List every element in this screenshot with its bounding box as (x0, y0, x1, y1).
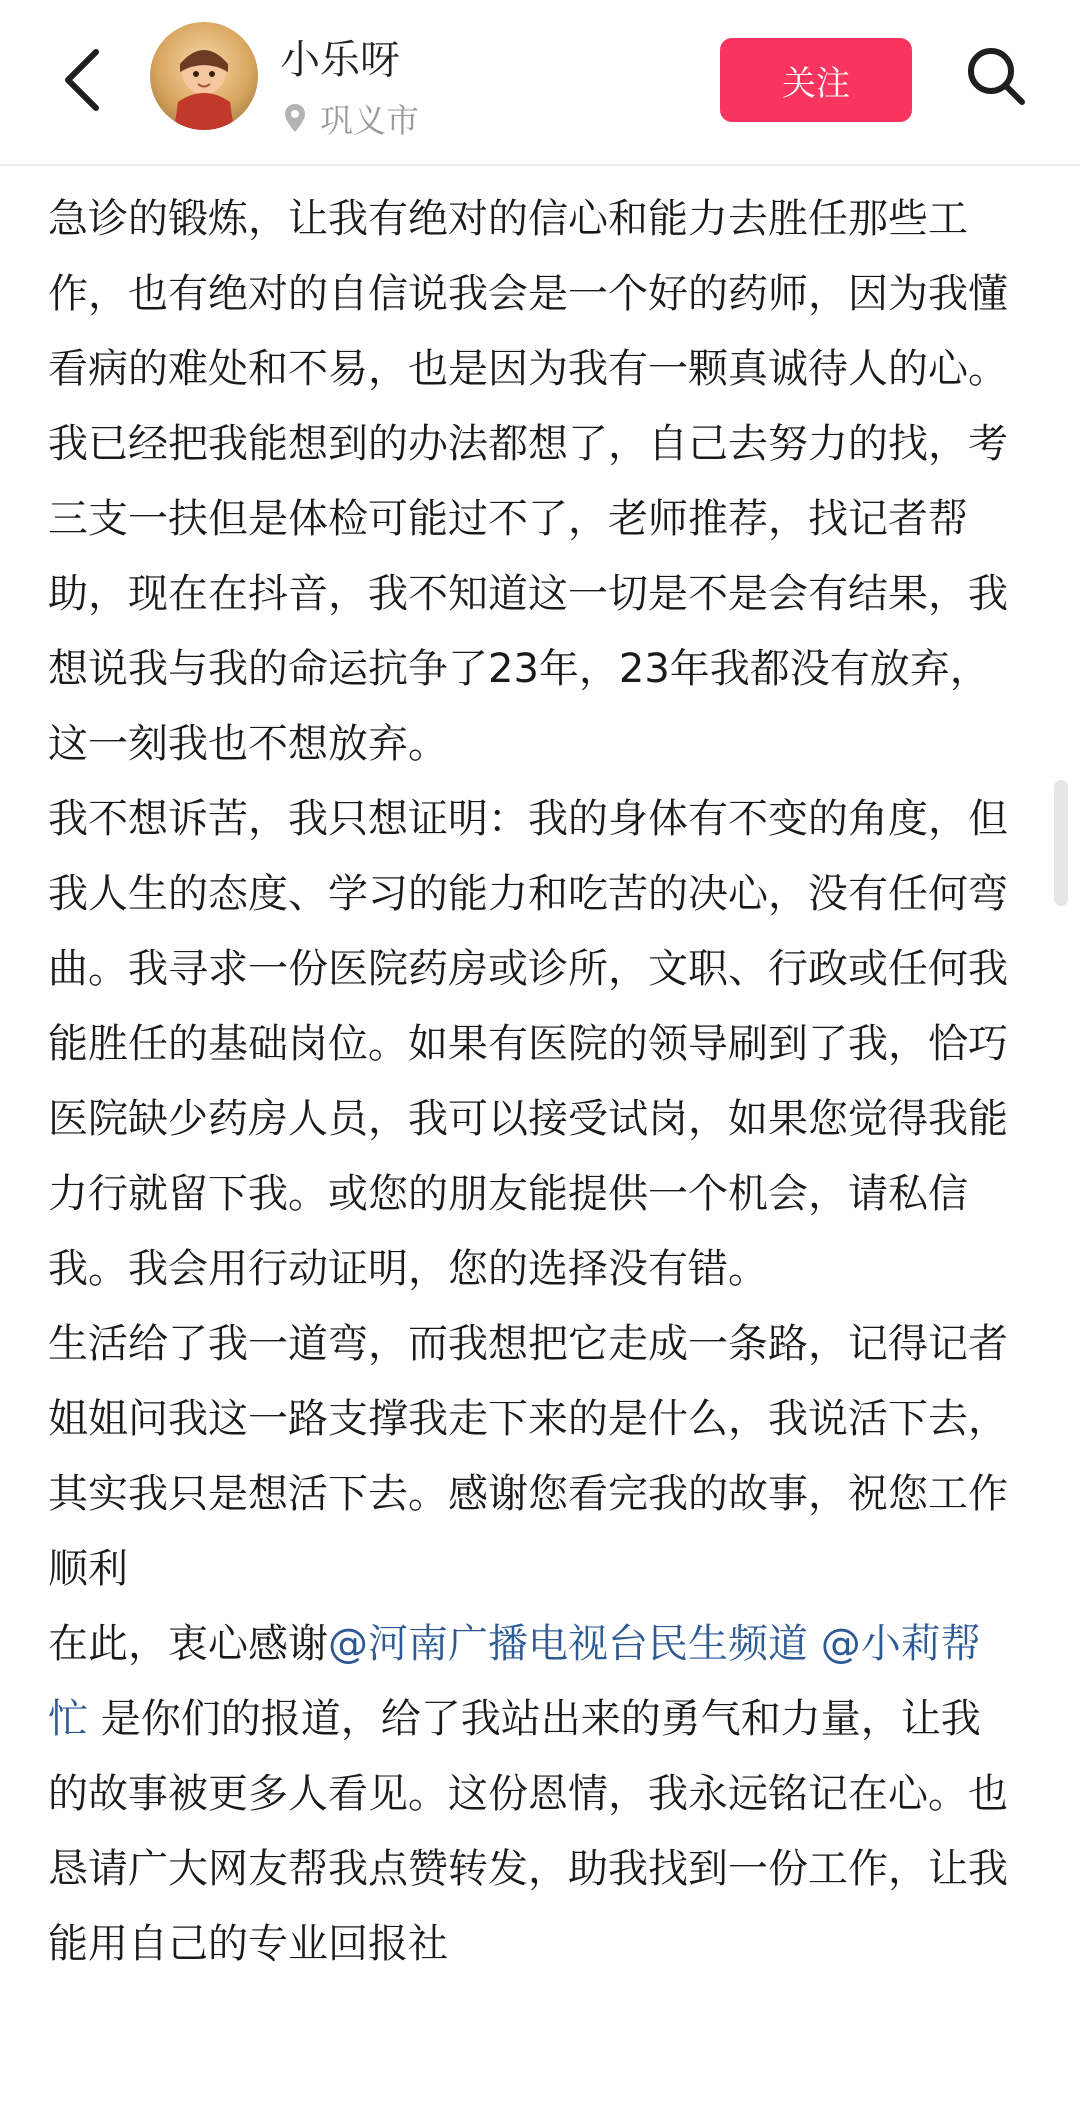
mention-link-xiaoli[interactable]: @小莉帮忙 (48, 1621, 981, 1742)
avatar-illustration (150, 22, 258, 130)
thanks-prefix: 在此，衷心感谢 (48, 1621, 328, 1667)
post-body (48, 182, 1008, 1982)
post-paragraph-2: 我已经把我能想到的办法都想了，自己去努力的找，考三支一扶但是体检可能过不了，老师推荐，找记者帮助，现在在抖音，我不知道这一切是不是会有结果，我想说我与我的命运抗争了23年，23年我都没有放弃，这一刻我也不想放弃。 (48, 421, 1008, 767)
search-button[interactable] (960, 40, 1032, 112)
username[interactable]: 小乐呀 (280, 37, 400, 83)
post-paragraph-4: 生活给了我一道弯，而我想把它走成一条路，记得记者姐姐问我这一路支撑我走下来的是什么，我说活下去，其实我只是想活下去。感谢您看完我的故事，祝您工作顺利 (48, 1321, 1008, 1592)
post-paragraph-5 (48, 1607, 1008, 1982)
location-label: 巩义市 (320, 100, 419, 140)
follow-button[interactable]: 关注 (720, 38, 912, 122)
location-row (284, 96, 419, 140)
location-pin-icon (284, 103, 306, 133)
post-paragraph-3: 我不想诉苦，我只想证明：我的身体有不变的角度，但我人生的态度、学习的能力和吃苦的决心，没有任何弯曲。我寻求一份医院药房或诊所，文职、行政或任何我能胜任的基础岗位。如果有医院的领导刷到了我，恰巧医院缺少药房人员，我可以接受试岗，如果您觉得我能力行就留下我。或您的朋友能提供一个机会，请私信我。我会用行动证明，您的选择没有错。 (48, 796, 1008, 1292)
chevron-left-icon (62, 48, 102, 112)
mention-link-henan-tv[interactable]: @河南广播电视台民生频道 (328, 1621, 808, 1667)
search-icon (964, 44, 1028, 108)
post-paragraph-1: 急诊的锻炼，让我有绝对的信心和能力去胜任那些工作，也有绝对的自信说我会是一个好的药师，因为我懂看病的难处和不易，也是因为我有一颗真诚待人的心。 (48, 196, 1008, 392)
thanks-suffix: 是你们的报道，给了我站出来的勇气和力量，让我的故事被更多人看见。这份恩情，我永远铭记在心。也恳请广大网友帮我点赞转发，助我找到一份工作，让我能用自己的专业回报社 (48, 1696, 1008, 1967)
scrollbar[interactable] (1054, 780, 1068, 906)
avatar[interactable] (150, 22, 258, 130)
top-bar (0, 0, 1080, 166)
back-button[interactable] (52, 44, 112, 116)
